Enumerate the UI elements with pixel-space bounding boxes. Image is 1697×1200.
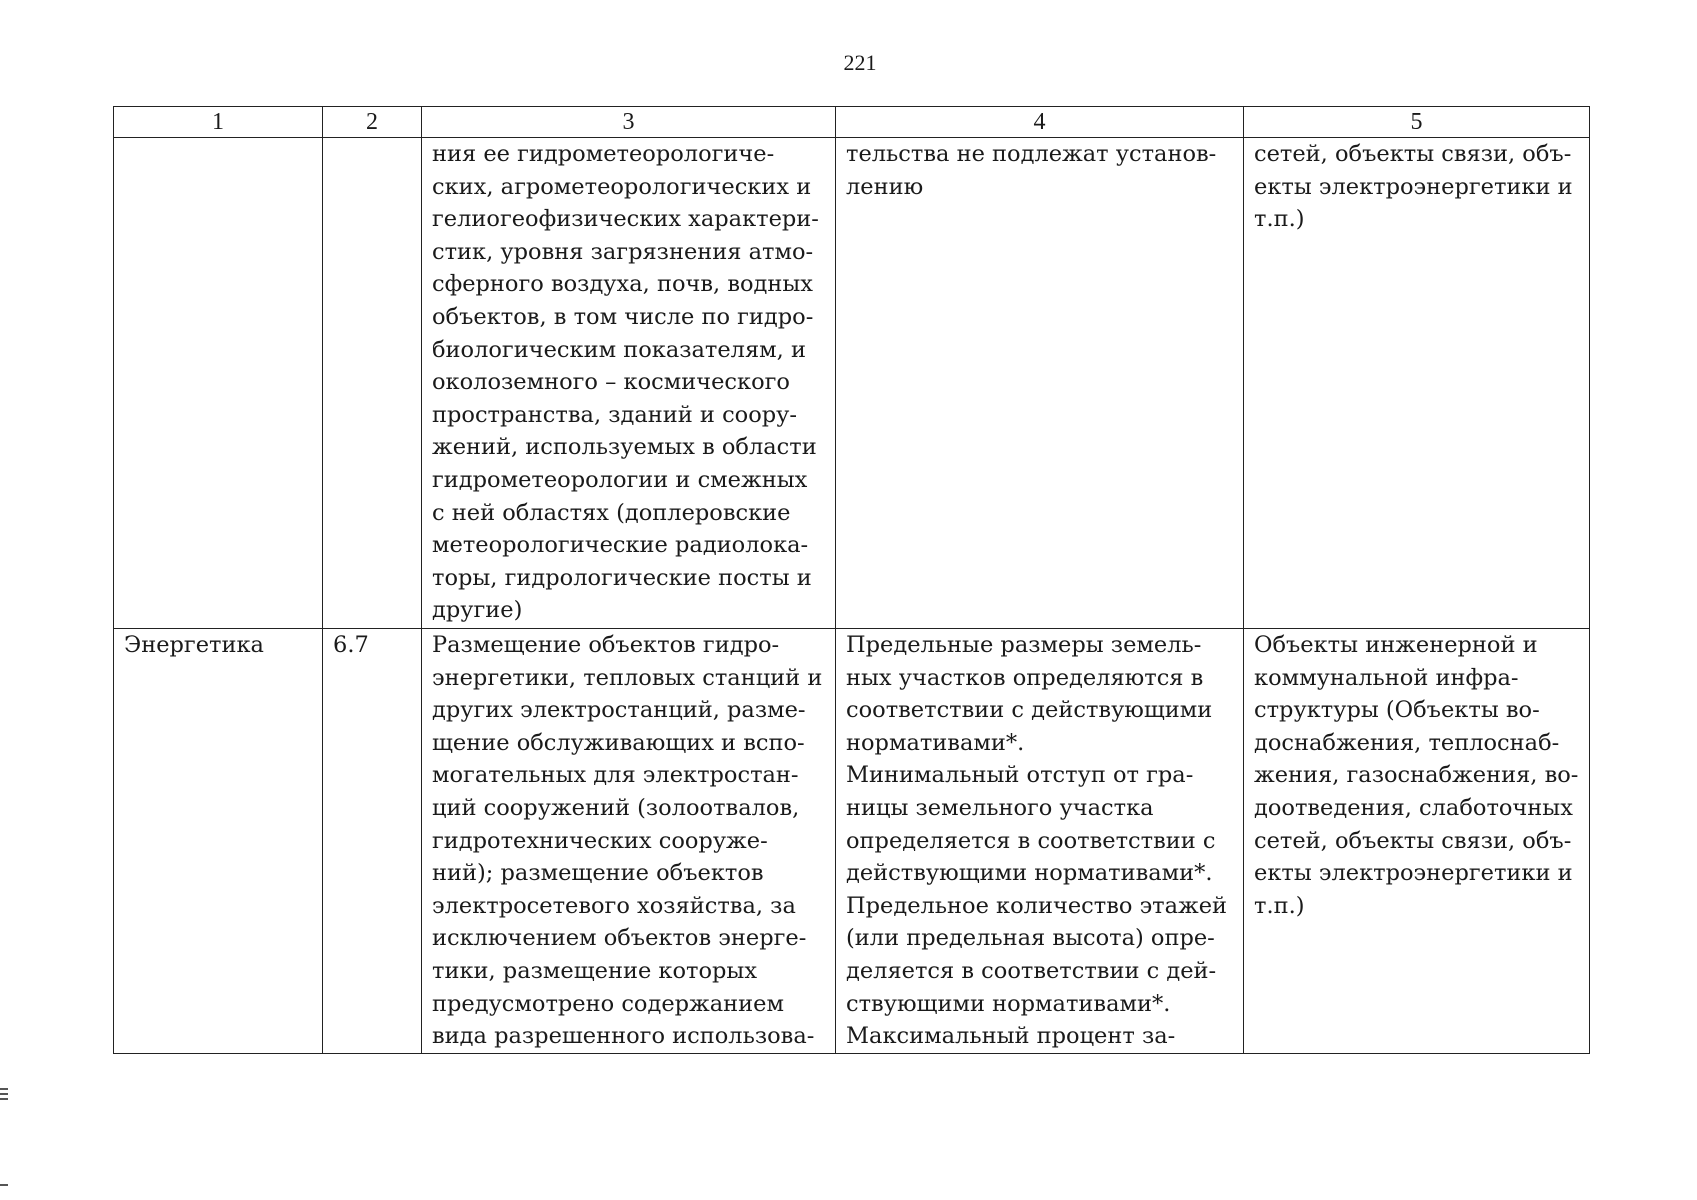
margin-mark: [0, 1098, 8, 1100]
margin-mark: [0, 1088, 8, 1090]
auxiliary-objects-cell: [1244, 138, 1590, 629]
text-line: стик, уровня загрязнения атмо-: [432, 238, 814, 265]
text-line: т.п.): [1254, 206, 1305, 233]
text-line: гидротехнических сооруже-: [432, 827, 768, 854]
text-line: гелиогеофизических характери-: [432, 206, 819, 233]
text-line: (или предельная высота) опре-: [846, 925, 1215, 952]
page-number: 221: [843, 50, 877, 75]
text-line: Предельное количество этажей: [846, 892, 1228, 919]
text-line: Минимальный отступ от гра-: [846, 762, 1194, 789]
text-line: жения, газоснабжения, во-: [1254, 762, 1579, 789]
text-line: другие): [432, 597, 523, 624]
text-line: деляется в соответствии с дей-: [846, 957, 1217, 984]
text-line: ний); размещение объектов: [432, 860, 764, 887]
text-line: екты электроэнергетики и: [1254, 860, 1573, 887]
table-row-continuation: [114, 138, 1590, 629]
column-header-2: 2: [323, 107, 422, 138]
description-cell: [422, 138, 836, 629]
column-number-row: [114, 107, 1590, 138]
text-line: ницы земельного участка: [846, 794, 1154, 821]
text-line: 6.7: [333, 632, 369, 658]
text-line: сетей, объекты связи, объ-: [1254, 141, 1572, 167]
text-line: метеорологические радиолока-: [432, 532, 809, 559]
text-line: жений, используемых в области: [432, 434, 817, 461]
margin-mark: [0, 1093, 8, 1095]
text-line: Максимальный процент за-: [846, 1023, 1176, 1050]
text-line: т.п.): [1254, 892, 1305, 919]
column-header-5: 5: [1244, 107, 1590, 138]
text-line: Объекты инженерной и: [1254, 632, 1538, 658]
auxiliary-objects-cell: [1244, 629, 1590, 1054]
text-line: структуры (Объекты во-: [1254, 697, 1540, 724]
text-line: Предельные размеры земель-: [846, 632, 1202, 658]
text-line: екты электроэнергетики и: [1254, 173, 1573, 200]
text-line: предусмотрено содержанием: [432, 990, 784, 1017]
text-line: электросетевого хозяйства, за: [432, 892, 796, 919]
code-cell: [323, 138, 422, 629]
text-line: доотведения, слаботочных: [1254, 794, 1573, 821]
text-line: околоземного – космического: [432, 369, 790, 396]
text-line: доснабжения, теплоснаб-: [1254, 729, 1560, 756]
text-line: действующими нормативами*.: [846, 860, 1213, 887]
code-cell: [323, 629, 422, 1054]
text-line: Размещение объектов гидро-: [432, 632, 780, 658]
land-use-table: [113, 106, 1590, 1054]
column-header-3: 3: [422, 107, 836, 138]
column-header-1: 1: [114, 107, 323, 138]
text-line: лению: [846, 173, 924, 200]
margin-mark: [0, 1184, 8, 1186]
text-line: ствующими нормативами*.: [846, 990, 1171, 1017]
text-line: гидрометеорологии и смежных: [432, 466, 808, 493]
text-line: исключением объектов энерге-: [432, 925, 807, 952]
text-line: тики, размещение которых: [432, 957, 758, 984]
text-line: ных участков определяются в: [846, 664, 1204, 691]
text-line: пространства, зданий и соору-: [432, 401, 798, 428]
text-line: торы, гидрологические посты и: [432, 564, 812, 591]
text-line: сетей, объекты связи, объ-: [1254, 827, 1572, 854]
text-line: Энергетика: [124, 632, 264, 658]
activity-name-cell: [114, 629, 323, 1054]
text-line: соответствии с действующими: [846, 697, 1213, 724]
text-line: тельства не подлежат установ-: [846, 141, 1217, 167]
text-line: других электростанций, разме-: [432, 697, 806, 724]
parameters-cell: [836, 138, 1244, 629]
text-line: могательных для электростан-: [432, 762, 799, 789]
text-line: нормативами*.: [846, 729, 1025, 756]
text-line: сферного воздуха, почв, водных: [432, 271, 813, 298]
text-line: ций сооружений (золоотвалов,: [432, 794, 800, 821]
parameters-cell: [836, 629, 1244, 1054]
text-line: ния ее гидрометеорологиче-: [432, 141, 775, 167]
text-line: определяется в соответствии с: [846, 827, 1216, 854]
description-cell: [422, 629, 836, 1054]
text-line: вида разрешенного использова-: [432, 1023, 815, 1050]
text-line: щение обслуживающих и вспо-: [432, 729, 805, 756]
column-header-4: 4: [836, 107, 1244, 138]
text-line: энергетики, тепловых станций и: [432, 664, 823, 691]
text-line: коммунальной инфра-: [1254, 664, 1519, 691]
text-line: биологическим показателям, и: [432, 336, 806, 363]
text-line: ских, агрометеорологических и: [432, 173, 812, 200]
text-line: объектов, в том числе по гидро-: [432, 303, 814, 330]
activity-name-cell: [114, 138, 323, 629]
text-line: с ней областях (доплеровские: [432, 499, 791, 526]
table-row-energetics: [114, 629, 1590, 1054]
